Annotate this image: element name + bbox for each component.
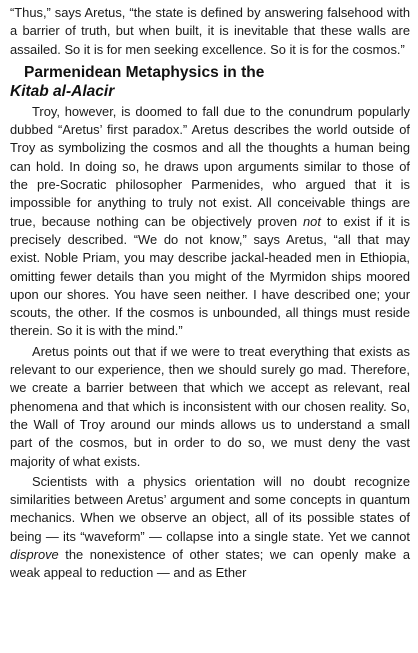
paragraph-3-text-a: Scientists with a physics orientation will no doubt recognize similarities between Aretus’ argument and some concepts in quantum mechanics. When we observe an object, all of its possible states of being — its “waveform” — collapse into a single state. Yet we cannot — [10, 473, 410, 544]
opening-quote-paragraph: “Thus,” says Aretus, “the state is defined by answering falsehood with a barrier of truth, but when built, it is inevitable that these walls are assailed. So it is for men seeking excellence. So it is for the cosmos.” — [10, 5, 410, 57]
paragraph-3-text-b: the nonexistence of other states; we can openly make a weak appeal to reduction — and as Ether — [10, 547, 410, 581]
body-paragraph-3 — [10, 473, 410, 583]
paragraph-1-text-a: Troy, however, is doomed to fall due to the conundrum popularly dubbed “Aretus’ first paradox.” Aretus describes the world outside of Troy as symbolizing the cosmos and all the thoughts a human being can hold. In doing so, he draws upon arguments similar to those of the pre-Socratic philosopher Parmenides, who argued that it is impossible for anything to truly not exist. All conceivable things are true, because nothing can be objectively proven — [10, 103, 410, 229]
body-paragraph-1 — [10, 103, 410, 341]
section-heading-line2: Kitab al-Alacir — [10, 82, 115, 100]
body-paragraph-2: Aretus points out that if we were to treat everything that exists as relevant to our experience, then we should surely go mad. Therefore, we create a barrier between that which we accept as relevant, real phenomena and that which is inconsistent with our chosen reality. So, the Wall of Troy around our minds allows us to understand a small part of the cosmos, but in order to do so, we must deny the vast majority of what exists. — [10, 343, 410, 469]
section-heading-line1: Parmenidean Metaphysics in the — [24, 63, 265, 81]
paragraph-1-emphasis: not — [303, 213, 321, 229]
paragraph-1-text-b: to exist if it is precisely described. “We do not know,” says Aretus, “all that may exist. Noble Priam, you may describe jackal-headed men in Ethiopia, omitting fewer details than you might of the Myrmidon ships moored upon our shores. You have seen neither. I have described one; your scouts, the other. If the cosmos is unbounded, all things must reside therein. So it is with the mind.” — [10, 213, 410, 339]
paragraph-3-emphasis: disprove — [10, 547, 59, 563]
section-heading — [10, 63, 410, 101]
